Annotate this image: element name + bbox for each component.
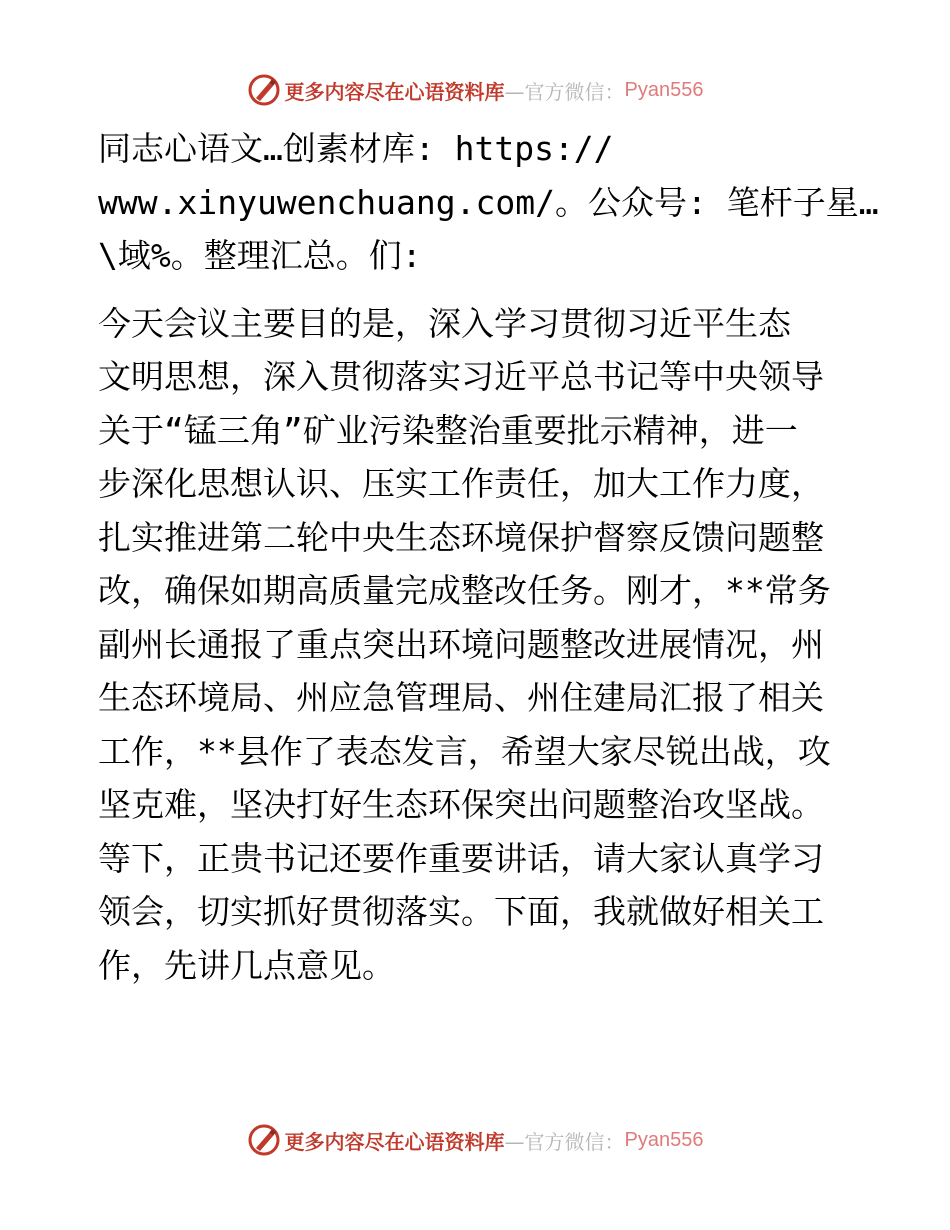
banner-gray-text: —官方微信： [504,1129,625,1154]
text-line: 副州长通报了重点突出环境问题整改进展情况，州 [98,624,824,664]
pen-circle-logo-icon [247,1123,281,1157]
text-line: \域%。整理汇总。们: [98,236,422,275]
text-line: 文明思想，深入贯彻落实习近平总书记等中央领导 [98,357,824,396]
speech-paragraph [98,297,858,993]
text-line: www.xinyuwenchuang.com/。公众号: 笔杆子星… [98,182,879,222]
header-watermark-banner [0,70,950,110]
text-line: 扎实推进第二轮中央生态环境保护督察反馈问题整 [98,517,824,557]
banner-red-text: 更多内容尽在心语资料库 [284,79,505,104]
intro-paragraph [98,122,879,283]
text-line: 领会，切实抓好贯彻落实。下面，我就做好相关工 [98,892,824,931]
text-line: 坚克难，坚决打好生态环保突出问题整治攻坚战。 [98,785,824,824]
text-line: 作，先讲几点意见。 [98,945,395,985]
text-line: 改，确保如期高质量完成整改任务。刚才，**常务 [98,571,831,610]
banner-red-text: 更多内容尽在心语资料库 [284,1129,505,1154]
text-line: 关于“锰三角”矿业污染整治重要批示精神，进一 [98,410,798,450]
text-line: 生态环境局、州应急管理局、州住建局汇报了相关 [98,678,824,717]
document-body [98,122,879,992]
text-line: 工作，**县作了表态发言，希望大家尽锐出战，攻 [98,731,831,771]
banner-gray-text: —官方微信： [504,79,625,104]
text-line: 步深化思想认识、压实工作责任，加大工作力度， [98,464,824,503]
text-line: 今天会议主要目的是，深入学习贯彻习近平生态 [98,303,791,343]
pen-circle-logo-icon [247,73,281,107]
footer-watermark-banner [0,1120,950,1160]
banner-wechat-id: Pyan556 [624,78,704,101]
text-line: 等下，正贵书记还要作重要讲话，请大家认真学习 [98,838,824,878]
banner-wechat-id: Pyan556 [624,1128,704,1151]
text-line: 同志心语文…创素材库: https:// [98,129,614,168]
